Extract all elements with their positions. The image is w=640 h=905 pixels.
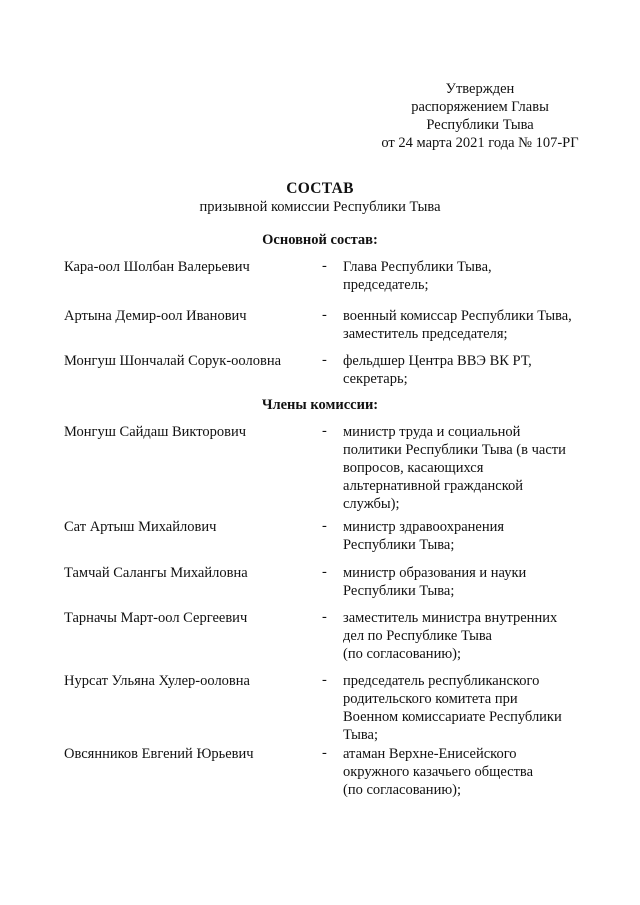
member-name: Нурсат Ульяна Хулер-ооловна xyxy=(64,673,250,689)
member-role: министр образования и науки Республики Тыва; xyxy=(343,565,527,599)
member-role: министр труда и социальной политики Республики Тыва (в части вопросов, касающихся альтернативной гражданской службы); xyxy=(343,424,566,512)
member-dash: - xyxy=(322,609,327,625)
member-dash: - xyxy=(322,352,327,368)
member-dash: - xyxy=(322,258,327,274)
member-role: фельдшер Центра ВВЭ ВК РТ, секретарь; xyxy=(343,353,532,387)
member-dash: - xyxy=(322,672,327,688)
member-role: заместитель министра внутренних дел по Республике Тыва (по согласованию); xyxy=(343,610,558,662)
member-dash: - xyxy=(322,564,327,580)
member-dash: - xyxy=(322,745,327,761)
member-dash: - xyxy=(322,518,327,534)
member-dash: - xyxy=(322,307,327,323)
member-role: министр здравоохранения Республики Тыва; xyxy=(343,519,505,553)
member-name: Сат Артыш Михайлович xyxy=(64,519,217,535)
member-role: военный комиссар Республики Тыва, заместитель председателя; xyxy=(343,308,572,342)
main-composition-heading: Основной состав: xyxy=(262,232,378,248)
member-dash: - xyxy=(322,423,327,439)
member-role: атаман Верхне-Енисейского окружного казачьего общества (по согласованию); xyxy=(343,746,534,798)
member-name: Тарначы Март-оол Сергеевич xyxy=(64,610,248,626)
approval-block xyxy=(360,80,600,152)
member-role: председатель республиканского родительского комитета при Военном комиссариате Республики Тыва; xyxy=(343,673,562,743)
document-title: СОСТАВ xyxy=(286,180,354,197)
member-role: Глава Республики Тыва, председатель; xyxy=(343,259,492,293)
document-subtitle: призывной комиссии Республики Тыва xyxy=(199,199,441,215)
member-name: Тамчай Салангы Михайловна xyxy=(64,565,248,581)
member-name: Овсянников Евгений Юрьевич xyxy=(64,746,254,762)
approval-line-4: от 24 марта 2021 года № 107-РГ xyxy=(381,135,579,151)
member-name: Артына Демир-оол Иванович xyxy=(64,308,247,324)
member-name: Монгуш Шончалай Сорук-ооловна xyxy=(64,353,282,369)
member-name: Кара-оол Шолбан Валерьевич xyxy=(64,259,250,275)
approval-line-1: Утвержден xyxy=(445,81,515,97)
approval-line-3: Республики Тыва xyxy=(426,117,534,133)
approval-line-2: распоряжением Главы xyxy=(411,99,549,115)
member-name: Монгуш Сайдаш Викторович xyxy=(64,424,247,440)
commission-members-heading: Члены комиссии: xyxy=(261,397,379,413)
